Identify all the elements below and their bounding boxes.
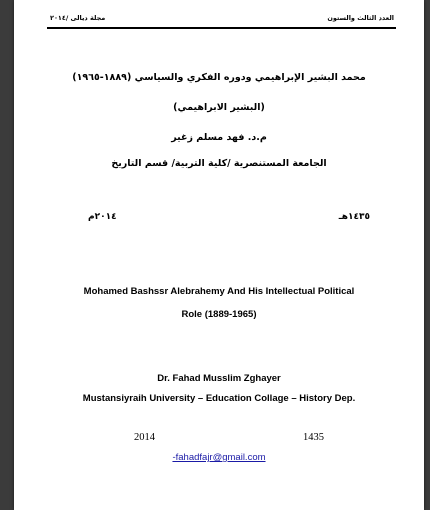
english-title-line1: Mohamed Bashssr Alebrahemy And His Intellectual Political bbox=[83, 286, 355, 297]
arabic-subtitle: (البشير الابراهيمي) bbox=[173, 102, 265, 113]
arabic-gregorian-date: ٢٠١٤م bbox=[88, 212, 117, 222]
english-author: Dr. Fahad Musslim Zghayer bbox=[157, 373, 281, 384]
arabic-title: محمد البشير الإبراهيمي ودوره الفكري والسياسي (١٨٨٩-١٩٦٥) bbox=[72, 72, 366, 83]
running-header bbox=[50, 14, 394, 22]
english-hijri-year: 1435 bbox=[303, 432, 324, 443]
english-title-line2: Role (1889-1965) bbox=[181, 309, 257, 320]
header-divider bbox=[47, 27, 396, 29]
arabic-dates bbox=[88, 212, 370, 222]
english-affiliation: Mustansiyraih University – Education Collage – History Dep. bbox=[82, 393, 356, 404]
document-page bbox=[14, 0, 424, 510]
english-gregorian-year: 2014 bbox=[134, 432, 155, 443]
author-email-link[interactable]: -fahadfajr@gmail.com bbox=[172, 452, 266, 463]
arabic-hijri-date: ١٤٣٥هـ bbox=[338, 212, 370, 222]
english-dates bbox=[134, 432, 324, 443]
arabic-affiliation: الجامعة المستنصرية /كلية التربية/ قسم التاريخ bbox=[111, 158, 327, 169]
arabic-author: م.د. فهد مسلم زغير bbox=[171, 132, 267, 143]
issue-number-label: العدد الثالث والستون bbox=[327, 14, 394, 22]
journal-issue-label: مجلة ديالى /٢٠١٤ bbox=[50, 14, 106, 22]
